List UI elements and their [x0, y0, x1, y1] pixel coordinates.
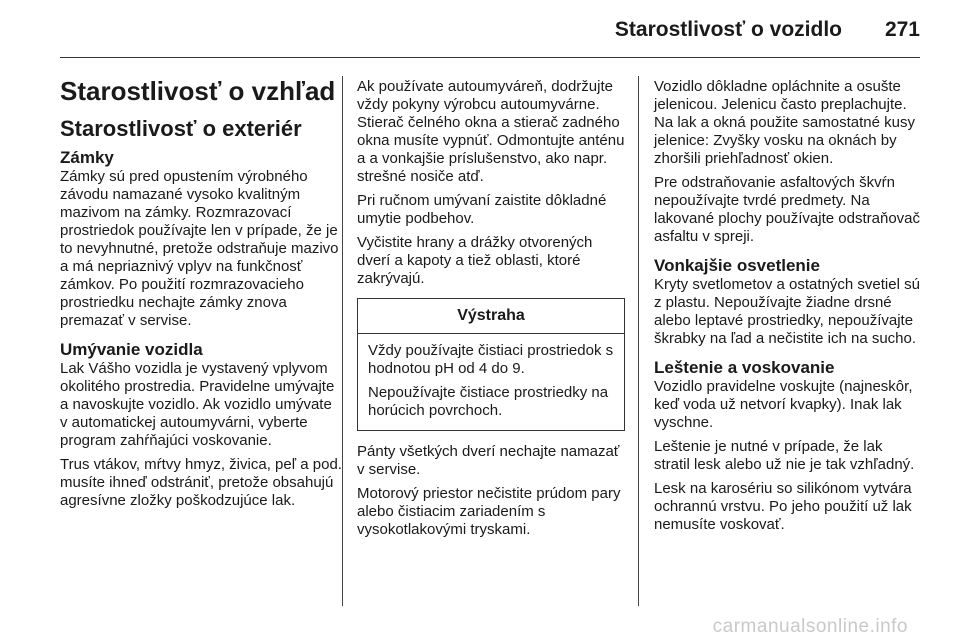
paragraph-rinse: Vozidlo dôkladne opláchnite a osušte jelenicou. Jelenicu často preplachujte. Na lak a okná použite samostatné kusy jelenice: Zvyšky vosku na oknách by zhoršili priehľadnosť okien.: [654, 78, 915, 167]
header-rule: [60, 57, 920, 58]
subheading-umyvanie: Umývanie vozidla: [60, 340, 203, 359]
paragraph-hand-wash: Pri ručnom umývaní zaistite dôkladné umytie podbehov.: [357, 192, 607, 227]
main-heading: Starostlivosť o vzhľad: [60, 76, 336, 106]
paragraph-umyvanie-1: Lak Vášho vozidla je vystavený vplyvom okolitého prostredia. Pravidelne umývajte a navoskujte vozidlo. Ak vozidlo umývate v automatickej autoumyvárni, vyberte program zahŕňajúci voskovanie.: [60, 360, 335, 449]
watermark: carmanualsonline.info: [712, 616, 908, 637]
page-header: [60, 0, 920, 58]
column-divider-1: [342, 76, 343, 606]
subheading-osvetlenie: Vonkajšie osvetlenie: [654, 256, 820, 275]
column-divider-2: [638, 76, 639, 606]
subheading-lestenie: Leštenie a voskovanie: [654, 358, 835, 377]
section-heading-exterior: Starostlivosť o exteriér: [60, 116, 302, 141]
paragraph-edges: Vyčistite hrany a drážky otvorených dverí a kapoty a tiež oblasti, ktoré zakrývajú.: [357, 234, 593, 287]
paragraph-lestenie-2: Leštenie je nutné v prípade, že lak stratil lesk alebo už nie je tak vzhľadný.: [654, 438, 915, 473]
warning-body: [358, 334, 624, 430]
paragraph-hinges: Pánty všetkých dverí nechajte namazať v servise.: [357, 443, 620, 478]
paragraph-car-wash: Ak používate autoumyváreň, dodržujte vždy pokyny výrobcu autoumyvárne. Stierač čelného okna a stierač zadného okna musíte vypnúť. Odmontujte anténu a a vonkajšie príslušenstvo, ako napr. strešné nosiče atď.: [357, 78, 625, 185]
column-3: [654, 78, 922, 540]
subheading-zamky: Zámky: [60, 148, 114, 167]
paragraph-umyvanie-2: Trus vtákov, mŕtvy hmyz, živica, peľ a pod. musíte ihneď odstrániť, pretože obsahujú agresívne zložky poškodzujúce lak.: [60, 456, 342, 509]
paragraph-osvetlenie: Kryty svetlometov a ostatných svetiel sú z plastu. Nepoužívajte žiadne drsné alebo leptavé prostriedky, nepoužívajte škrabky na ľad a nečistite ich na sucho.: [654, 276, 920, 347]
warning-paragraph-2: Nepoužívajte čistiace prostriedky na horúcich povrchoch.: [368, 384, 609, 419]
column-2: [357, 78, 625, 545]
warning-title: Výstraha: [358, 299, 624, 334]
paragraph-lestenie-1: Vozidlo pravidelne voskujte (najneskôr, keď voda už netvorí kvapky). Inak lak vyschne.: [654, 378, 913, 431]
warning-box: [357, 298, 625, 431]
header-title: Starostlivosť o vozidlo: [614, 18, 842, 41]
paragraph-lestenie-3: Lesk na karosériu so silikónom vytvára ochrannú vrstvu. Po jeho použití už lak nemusíte voskovať.: [654, 480, 912, 533]
page-number: 271: [884, 18, 920, 41]
paragraph-asphalt: Pre odstraňovanie asfaltových škvŕn nepoužívajte tvrdé predmety. Na lakované plochy používajte odstraňovač asfaltu v spreji.: [654, 174, 921, 245]
warning-paragraph-1: Vždy používajte čistiaci prostriedok s hodnotou pH od 4 do 9.: [368, 342, 614, 377]
paragraph-engine-bay: Motorový priestor nečistite prúdom pary alebo čistiacim zariadením s vysokotlakovými tryskami.: [357, 485, 621, 538]
paragraph-zamky: Zámky sú pred opustením výrobného závodu namazané vysoko kvalitným mazivom na zámky. Rozmrazovací prostriedok používajte len v prípade, že je to nevyhnutné, pretože odstraňuje mazivo a má nepriaznivý vplyv na funkčnosť zámkov. Po použití rozmrazovacieho prostriedku nechajte zámky znova premazať v servise.: [60, 168, 339, 329]
column-1: [60, 76, 342, 516]
